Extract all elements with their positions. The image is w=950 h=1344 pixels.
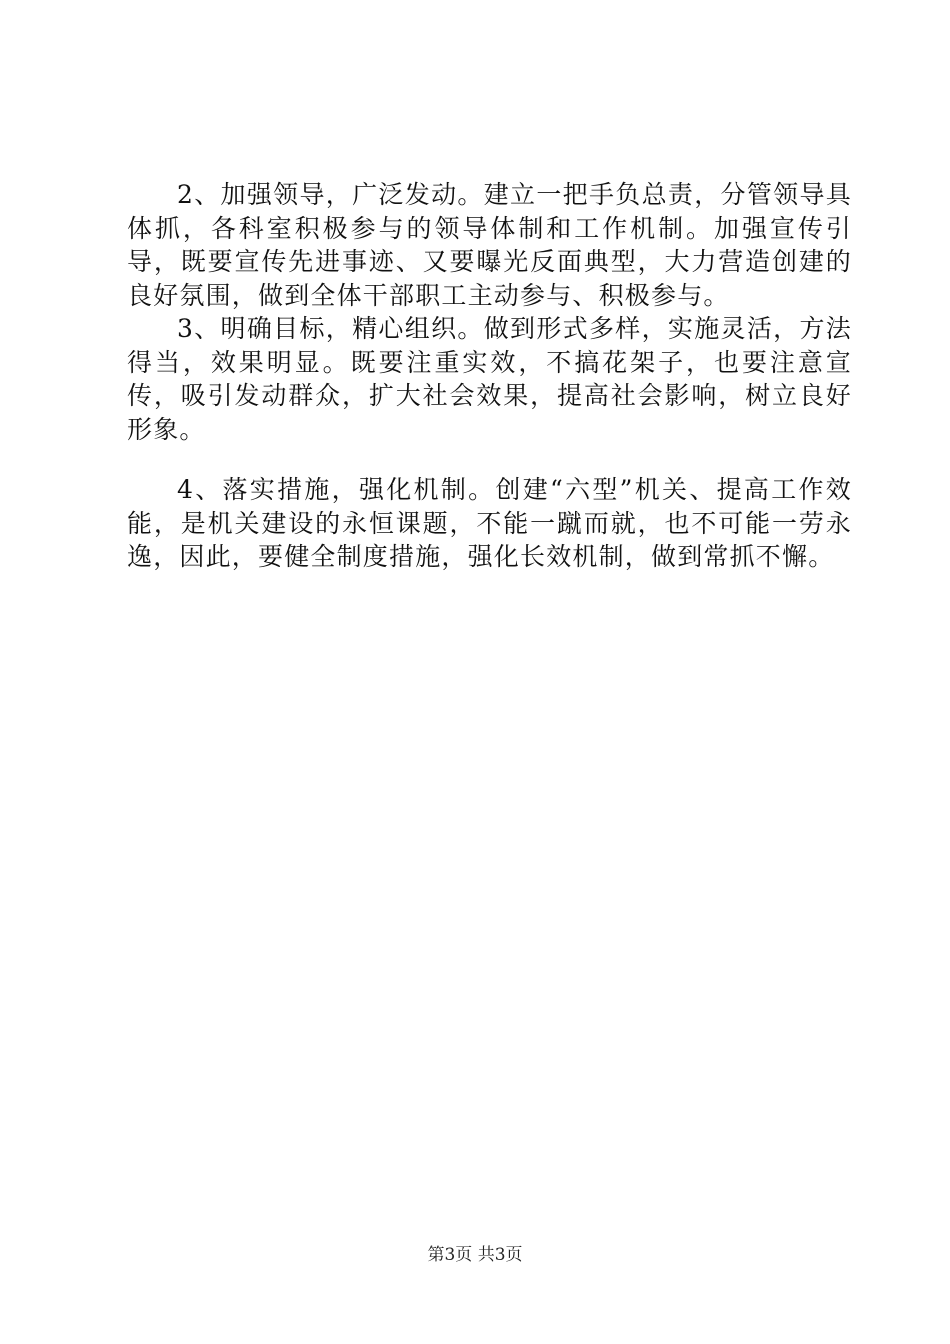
paragraph-clear-goals: 3、明确目标，精心组织。做到形式多样，实施灵活，方法得当，效果明显。既要注重实效，不搞花架子，也要注意宣传，吸引发动群众，扩大社会效果，提高社会影响，树立良好形象。 (127, 314, 852, 444)
paragraph-implement-measures: 4、落实措施，强化机制。创建“六型”机关、提高工作效能，是机关建设的永恒课题，不能一蹴而就，也不可能一劳永逸，因此，要健全制度措施，强化长效机制，做到常抓不懈。 (127, 475, 852, 571)
page-number-footer: 第3页 共3页 (427, 1245, 523, 1265)
document-body (127, 178, 852, 574)
paragraph-strengthen-leadership: 2、加强领导，广泛发动。建立一把手负总责，分管领导具体抓，各科室积极参与的领导体制和工作机制。加强宣传引导，既要宣传先进事迹、又要曝光反面典型，大力营造创建的良好氛围，做到全体干部职工主动参与、积极参与。 (127, 180, 852, 310)
